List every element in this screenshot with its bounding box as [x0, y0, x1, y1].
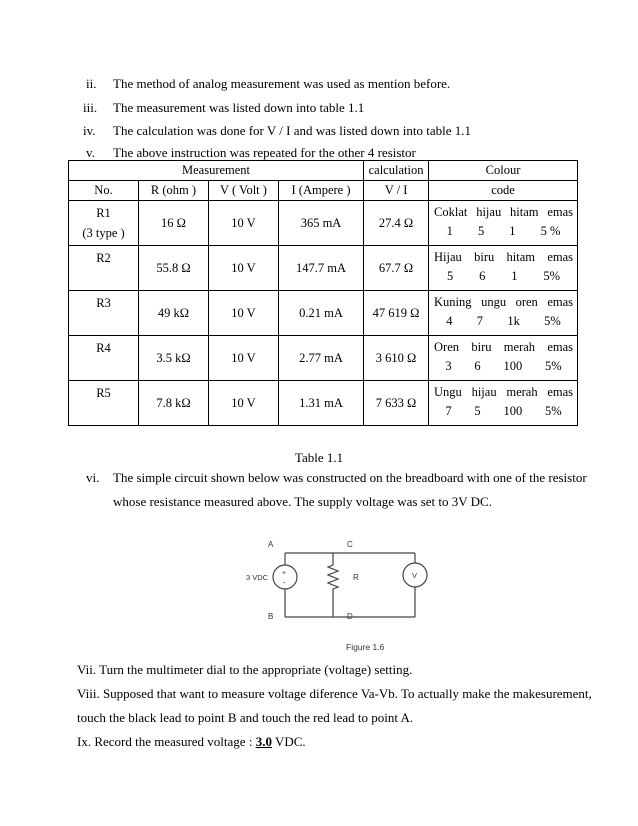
column-header-resistance: R (ohm ) — [139, 181, 209, 201]
step-text: The above instruction was repeated for the other 4 resistor — [113, 145, 416, 160]
column-header-v-over-i: V / I — [364, 181, 429, 201]
current-cell: 365 mA — [279, 201, 364, 246]
band-value: 5 — [446, 269, 454, 283]
band-value: 100 — [503, 359, 523, 373]
band-value: 7 — [445, 404, 452, 418]
colour-group-header: Colour — [429, 161, 578, 181]
step-text: The simple circuit shown below was constructed on the breadboard with one of the resistor — [113, 470, 587, 485]
resistance-cell: 3.5 kΩ — [139, 336, 209, 381]
resistor-icon — [328, 562, 338, 592]
band-value: 5% — [544, 359, 562, 373]
row-name-cell — [69, 246, 139, 291]
row-name: R2 — [96, 251, 111, 265]
band-colour: emas — [547, 250, 573, 264]
record-unit: VDC. — [271, 734, 306, 749]
point-c-label: C — [347, 540, 353, 549]
band-colour: oren — [515, 295, 538, 309]
voltage-cell: 10 V — [209, 336, 279, 381]
row-name: R3 — [96, 296, 111, 310]
resistance-cell: 49 kΩ — [139, 291, 209, 336]
record-label: Ix. Record the measured voltage : — [77, 734, 256, 749]
step-number: ii. — [86, 76, 97, 91]
colour-code-cell — [429, 201, 578, 246]
point-a-label: A — [268, 540, 274, 549]
minus-sign: - — [283, 578, 286, 587]
band-value: 1k — [507, 314, 520, 328]
band-colour: merah — [506, 385, 538, 399]
v-over-i-cell: 67.7 Ω — [364, 246, 429, 291]
measurement-group-header: Measurement — [69, 161, 364, 181]
row-name-cell — [69, 201, 139, 246]
step-text: The method of analog measurement was used as mention before. — [113, 76, 451, 91]
table-row — [69, 201, 578, 246]
voltage-cell: 10 V — [209, 381, 279, 426]
band-colour: Kuning — [434, 295, 472, 309]
calculation-group-header: calculation — [364, 161, 429, 181]
point-b-label: B — [268, 612, 274, 621]
band-colour: emas — [547, 340, 574, 354]
plus-sign: + — [282, 570, 287, 577]
band-colour: Hijau — [434, 250, 462, 264]
figure-caption: Figure 1.6 — [346, 642, 385, 652]
table-row — [69, 246, 578, 291]
row-subname: (3 type ) — [82, 226, 125, 240]
column-header-current: I (Ampere ) — [279, 181, 364, 201]
band-value: 4 — [446, 314, 453, 328]
step-text: The measurement was listed down into table 1.1 — [113, 100, 365, 115]
band-colour: hijau — [471, 385, 497, 399]
meter-label: V — [412, 571, 418, 580]
table-caption: Table 1.1 — [294, 450, 344, 465]
step-number: v. — [86, 145, 95, 160]
resistance-cell: 7.8 kΩ — [139, 381, 209, 426]
current-cell: 1.31 mA — [279, 381, 364, 426]
band-colour: emas — [547, 385, 574, 399]
band-value: 6 — [479, 269, 486, 283]
step-number: iii. — [83, 100, 98, 115]
band-value: 100 — [503, 404, 523, 418]
resistance-cell: 55.8 Ω — [139, 246, 209, 291]
band-colour: Oren — [434, 340, 460, 354]
step-text: The calculation was done for V / I and was listed down into table 1.1 — [113, 123, 472, 138]
band-colour: Coklat — [434, 205, 468, 219]
source-label: 3 VDC — [246, 573, 269, 582]
v-over-i-cell: 7 633 Ω — [364, 381, 429, 426]
band-colour: biru — [474, 250, 495, 264]
band-value: 5% — [544, 404, 562, 418]
band-value: 1 — [446, 224, 453, 238]
column-header-voltage: V ( Volt ) — [209, 181, 279, 201]
current-cell: 0.21 mA — [279, 291, 364, 336]
band-colour: merah — [503, 340, 536, 354]
step-text: whose resistance measured above. The supply voltage was set to 3V DC. — [113, 494, 492, 509]
band-value: 6 — [474, 359, 481, 373]
band-colour: emas — [547, 295, 574, 309]
table-row — [69, 381, 578, 426]
column-header-code: code — [429, 181, 578, 201]
measurement-table — [68, 160, 578, 426]
colour-code-cell — [429, 246, 578, 291]
column-header-no: No. — [69, 181, 139, 201]
measured-voltage-value: 3.0 — [255, 734, 272, 749]
v-over-i-cell: 27.4 Ω — [364, 201, 429, 246]
row-name: R5 — [96, 386, 111, 400]
voltage-cell: 10 V — [209, 246, 279, 291]
resistor-label: R — [353, 573, 359, 582]
band-value: 5 — [474, 404, 481, 418]
band-colour: hitam — [506, 250, 536, 264]
row-name-cell — [69, 291, 139, 336]
band-value: 1 — [509, 224, 516, 238]
circuit-diagram — [238, 527, 438, 657]
band-colour: ungu — [481, 295, 507, 309]
colour-code-cell — [429, 381, 578, 426]
record-line — [77, 734, 306, 750]
band-value: 5% — [544, 314, 561, 328]
band-colour: biru — [471, 340, 492, 354]
table-row — [69, 291, 578, 336]
step-number: vi. — [86, 470, 100, 485]
table-row — [69, 336, 578, 381]
row-name-cell — [69, 336, 139, 381]
band-colour: emas — [547, 205, 574, 219]
point-d-label: D — [347, 612, 353, 621]
step-text: touch the black lead to point B and touch the red lead to point A. — [77, 710, 414, 725]
band-value: 5 % — [540, 224, 561, 238]
resistance-cell: 16 Ω — [139, 201, 209, 246]
band-colour: Ungu — [434, 385, 462, 399]
v-over-i-cell: 47 619 Ω — [364, 291, 429, 336]
row-name-cell — [69, 381, 139, 426]
band-value: 3 — [445, 359, 452, 373]
band-value: 5 — [477, 224, 485, 238]
band-colour: hitam — [510, 205, 539, 219]
step-number: iv. — [83, 123, 96, 138]
voltage-cell: 10 V — [209, 201, 279, 246]
voltage-cell: 10 V — [209, 291, 279, 336]
row-name: R4 — [96, 341, 111, 355]
v-over-i-cell: 3 610 Ω — [364, 336, 429, 381]
band-value: 5% — [543, 269, 561, 283]
step-text: Vii. Turn the multimeter dial to the appropriate (voltage) setting. — [77, 662, 413, 677]
current-cell: 2.77 mA — [279, 336, 364, 381]
step-text: Viii. Supposed that want to measure voltage diference Va-Vb. To actually make the makesurement, — [77, 686, 592, 701]
colour-code-cell — [429, 291, 578, 336]
colour-code-cell — [429, 336, 578, 381]
row-name: R1 — [96, 206, 111, 220]
band-colour: hijau — [476, 205, 502, 219]
current-cell: 147.7 mA — [279, 246, 364, 291]
band-value: 7 — [476, 314, 484, 328]
band-value: 1 — [511, 269, 518, 283]
